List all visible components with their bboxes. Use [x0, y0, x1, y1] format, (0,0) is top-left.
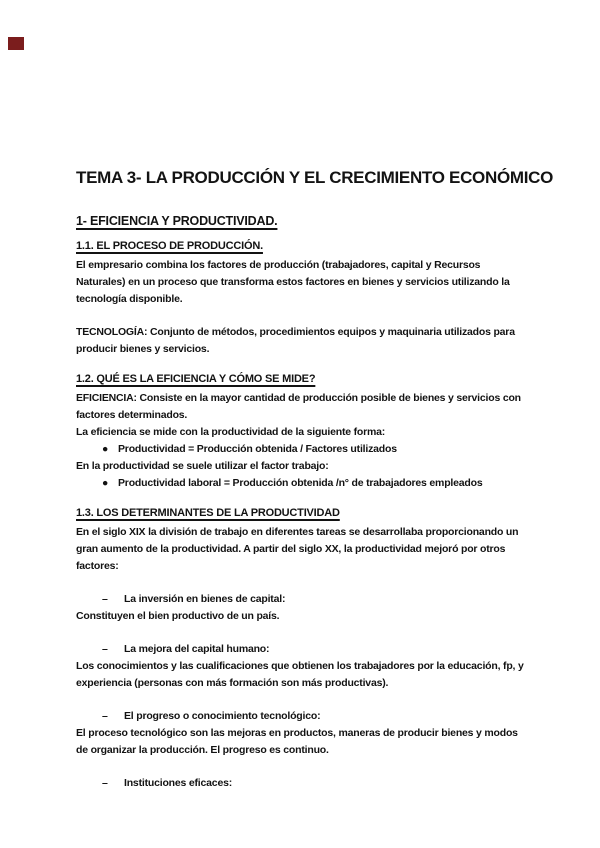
dash-icon: – [102, 643, 108, 655]
bullet-dot-icon: ● [102, 443, 109, 455]
productivity-labor-bullet-list [76, 475, 528, 492]
corner-logo-mark [8, 37, 24, 50]
productivity-bullet-list [76, 441, 528, 458]
document-title: TEMA 3- LA PRODUCCIÓN Y EL CRECIMIENTO ECONÓMICO [76, 168, 554, 187]
dash-icon: – [102, 777, 108, 789]
bullet-item-text: Productividad laboral = Producción obtenida /n° de trabajadores empleados [118, 477, 483, 489]
dash-item-progreso-tecnologico [76, 708, 528, 725]
subsection-heading-1-3: 1.3. LOS DETERMINANTES DE LA PRODUCTIVIDAD [76, 507, 340, 519]
dash-icon: – [102, 593, 108, 605]
bullet-item-text: Productividad = Producción obtenida / Factores utilizados [118, 443, 397, 455]
section-heading-1: 1- EFICIENCIA Y PRODUCTIVIDAD. [76, 214, 278, 228]
dash-gap [116, 775, 124, 792]
bullet-dot-icon: ● [102, 477, 109, 489]
dash-icon: – [102, 710, 108, 722]
paragraph-tecnologia: TECNOLOGÍA: Conjunto de métodos, procedimientos equipos y maquinaria utilizados para producir bienes y servicios. [76, 326, 515, 355]
document-content [76, 168, 554, 792]
paragraph-eficiencia-medida: La eficiencia se mide con la productividad de la siguiente forma: [76, 426, 386, 438]
paragraph-capital-humano-body: Los conocimientos y las cualificaciones que obtienen los trabajadores por la educación, fp, y experiencia (personas con más formación son más productivas). [76, 660, 524, 689]
dash-gap [116, 591, 124, 608]
paragraph-determinantes-intro: En el siglo XIX la división de trabajo en diferentes tareas se desarrollaba proporcionando un gran aumento de la productividad. A partir del siglo XX, la productividad mejoró por otros factores: [76, 526, 519, 572]
dash-gap [116, 641, 124, 658]
paragraph-factor-trabajo: En la productividad se suele utilizar el factor trabajo: [76, 460, 329, 472]
dash-item-title: La mejora del capital humano: [124, 643, 270, 655]
dash-item-title: Instituciones eficaces: [124, 777, 233, 789]
paragraph-progreso-tecnologico-body: El proceso tecnológico son las mejoras en productos, maneras de producir bienes y modos de organizar la producción. El progreso es continuo. [76, 727, 518, 756]
bullet-item-productividad-laboral [76, 475, 528, 492]
dash-item-capital-humano [76, 641, 528, 658]
dash-item-instituciones [76, 775, 528, 792]
subsection-heading-1-2: 1.2. QUÉ ES LA EFICIENCIA Y CÓMO SE MIDE? [76, 373, 316, 385]
dash-item-title: El progreso o conocimiento tecnológico: [124, 710, 321, 722]
paragraph-proceso-produccion: El empresario combina los factores de producción (trabajadores, capital y Recursos Naturales) en un proceso que transforma estos factores en bienes y servicios utilizando la tecnología disponible. [76, 259, 510, 305]
dash-gap [116, 708, 124, 725]
dash-item-inversion [76, 591, 528, 608]
paragraph-eficiencia: EFICIENCIA: Consiste en la mayor cantidad de producción posible de bienes y servicios con factores determinados. [76, 392, 521, 421]
subsection-heading-1-1: 1.1. EL PROCESO DE PRODUCCIÓN. [76, 240, 263, 252]
dash-item-title: La inversión en bienes de capital: [124, 593, 286, 605]
bullet-item-productividad [76, 441, 528, 458]
paragraph-inversion-body: Constituyen el bien productivo de un país. [76, 610, 280, 622]
